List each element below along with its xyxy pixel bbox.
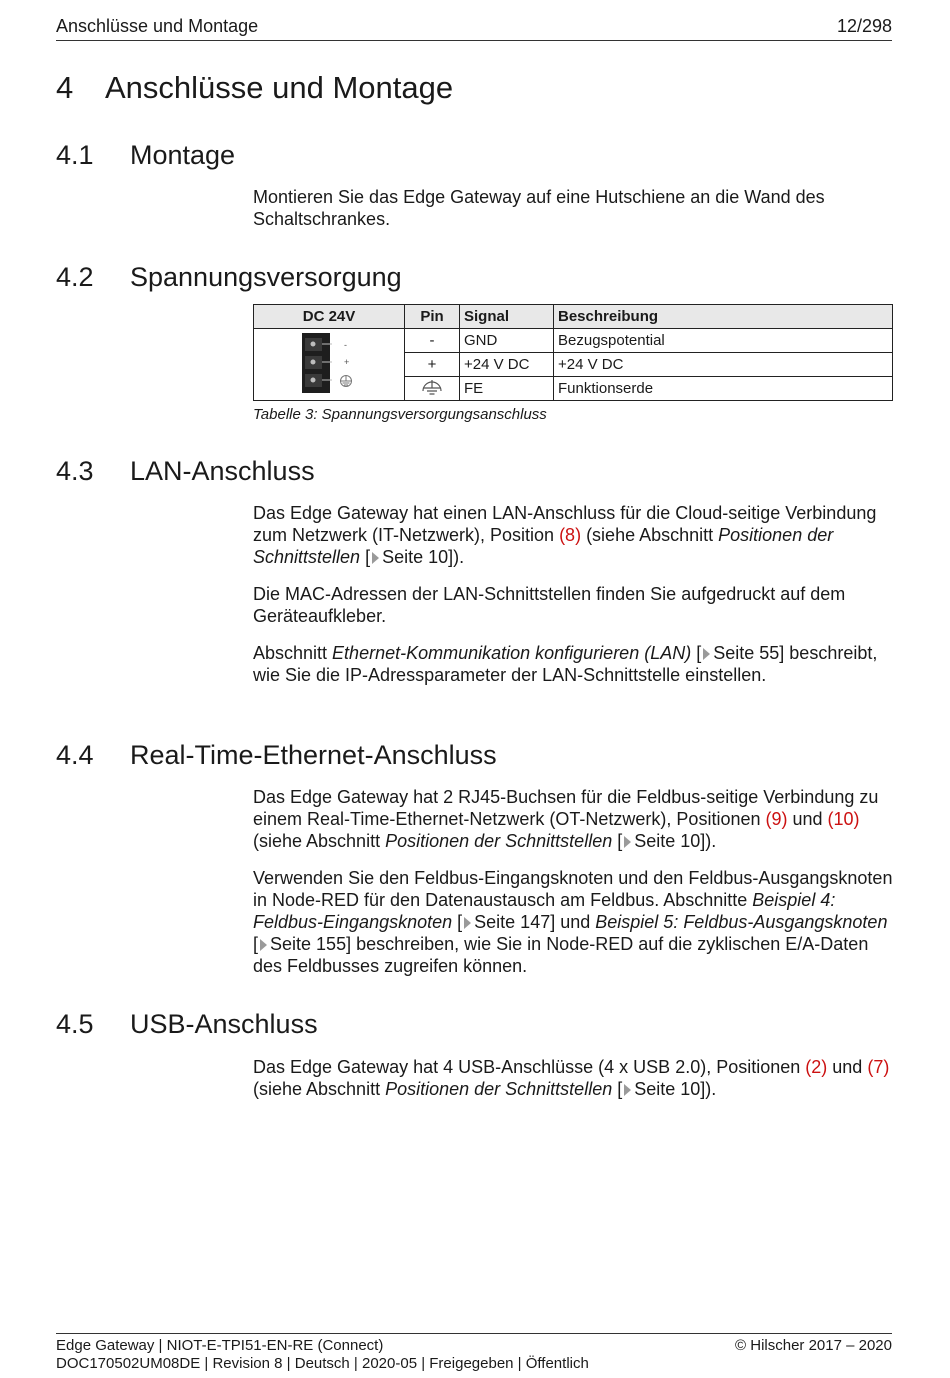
link-arrow-icon <box>464 917 471 929</box>
table-header-row <box>254 305 893 329</box>
section-heading-4-5 <box>56 1009 318 1040</box>
page-link[interactable]: Seite 155 <box>270 934 347 954</box>
pin-cell: + <box>405 353 460 377</box>
header-pin: Pin <box>405 305 460 329</box>
page-link[interactable]: Seite 10 <box>382 547 449 567</box>
section-number: 4.2 <box>56 262 94 292</box>
section-title: Montage <box>130 140 236 170</box>
section-4-3-body <box>253 502 895 701</box>
chapter-number: 4 <box>56 70 74 105</box>
table-row <box>254 329 893 353</box>
svg-text:-: - <box>344 339 347 350</box>
section-link[interactable]: Positionen der Schnittstellen <box>253 525 834 567</box>
section-title: Real-Time-Ethernet-Anschluss <box>130 740 497 770</box>
signal-cell: +24 V DC <box>460 353 554 377</box>
section-4-4-body <box>253 786 895 992</box>
connector-image-cell <box>254 329 405 401</box>
protective-earth-icon <box>421 379 443 395</box>
section-4-1-body <box>253 186 895 245</box>
section-heading-4-1 <box>56 140 235 171</box>
section-number: 4.5 <box>56 1009 94 1039</box>
section-title: Spannungsversorgung <box>130 262 402 292</box>
header-signal: Signal <box>460 305 554 329</box>
page-number: 12/298 <box>836 16 892 36</box>
section-4-5-body <box>253 1056 895 1115</box>
link-arrow-icon <box>624 1084 631 1096</box>
chapter-title: Anschlüsse und Montage <box>105 70 454 105</box>
section-title: LAN-Anschluss <box>130 456 315 486</box>
paragraph: Abschnitt Ethernet-Kommunikation konfigurieren (LAN) [ Seite 55] beschreibt, wie Sie die IP-Adressparameter der LAN-Schnittstelle einstellen. <box>253 643 878 685</box>
position-reference[interactable]: (2) <box>805 1057 828 1077</box>
footer-copyright: © Hilscher 2017 – 2020 <box>735 1337 892 1354</box>
link-arrow-icon <box>372 552 379 564</box>
section-link[interactable]: Ethernet-Kommunikation konfigurieren (LAN) <box>332 643 692 663</box>
signal-cell: FE <box>460 377 554 401</box>
footer-product: Edge Gateway | NIOT-E-TPI51-EN-RE (Connect) <box>56 1337 384 1354</box>
position-reference[interactable]: (10) <box>827 809 860 829</box>
paragraph: Das Edge Gateway hat 4 USB-Anschlüsse (4 x USB 2.0), Positionen (2) und (7) (siehe Abschnitt Positionen der Schnittstellen [ Seite 10]). <box>253 1057 890 1099</box>
position-reference[interactable]: (7) <box>867 1057 890 1077</box>
paragraph: Montieren Sie das Edge Gateway auf eine Hutschiene an die Wand des Schaltschrankes. <box>253 187 825 229</box>
header-description: Beschreibung <box>554 305 893 329</box>
section-heading-4-4 <box>56 740 497 771</box>
paragraph: Das Edge Gateway hat einen LAN-Anschluss für die Cloud-seitige Verbindung zum Netzwerk (IT-Netzwerk), Position (8) (siehe Abschnitt Positionen der Schnittstellen [ Seite 10]). <box>253 503 877 567</box>
section-number: 4.1 <box>56 140 94 170</box>
signal-cell: GND <box>460 329 554 353</box>
page-link[interactable]: Seite 55 <box>713 643 780 663</box>
header-rule <box>56 40 892 41</box>
svg-text:+: + <box>344 356 350 367</box>
section-number: 4.3 <box>56 456 94 486</box>
running-header-title: Anschlüsse und Montage <box>56 16 259 36</box>
link-arrow-icon <box>260 939 267 951</box>
page-link[interactable]: Seite 10 <box>634 1079 701 1099</box>
section-link[interactable]: Positionen der Schnittstellen <box>385 831 613 851</box>
paragraph: Das Edge Gateway hat 2 RJ45-Buchsen für die Feldbus-seitige Verbindung zu einem Real-Time-Ethernet-Netzwerk (OT-Netzwerk), Positionen (9) und (10) (siehe Abschnitt Positionen der Schnittstellen [ Seite 10]). <box>253 787 879 851</box>
section-title: USB-Anschluss <box>130 1009 318 1039</box>
footer-rule <box>56 1333 892 1334</box>
section-link[interactable]: Beispiel 4: Feldbus-Eingangsknoten <box>253 890 836 932</box>
pin-cell: - <box>405 329 460 353</box>
pin-cell <box>405 377 460 401</box>
link-arrow-icon <box>624 836 631 848</box>
section-number: 4.4 <box>56 740 94 770</box>
connector-icon <box>294 330 364 396</box>
footer-document-info: DOC170502UM08DE | Revision 8 | Deutsch | 2020-05 | Freigegeben | Öffentlich <box>56 1355 589 1372</box>
description-cell: Funktionserde <box>554 377 893 401</box>
section-heading-4-2 <box>56 262 402 293</box>
paragraph: Verwenden Sie den Feldbus-Eingangsknoten und den Feldbus-Ausgangsknoten in Node-RED für den Datenaustausch am Feldbus. Abschnitte Beispiel 4: Feldbus-Eingangsknoten [ Seite 147] und Beispiel 5: Feldbus-Ausgangsknoten [ Seite 155] beschreiben, wie Sie in Node-RED auf die zyklischen E/A-Daten des Feldbusses zugreifen können. <box>253 868 893 976</box>
link-arrow-icon <box>703 648 710 660</box>
description-cell: +24 V DC <box>554 353 893 377</box>
paragraph: Die MAC-Adressen der LAN-Schnittstellen finden Sie aufgedruckt auf dem Geräteaufkleber. <box>253 584 846 626</box>
section-link[interactable]: Positionen der Schnittstellen <box>385 1079 613 1099</box>
header-dc24v: DC 24V <box>254 305 405 329</box>
position-reference[interactable]: (8) <box>559 525 582 545</box>
position-reference[interactable]: (9) <box>765 809 788 829</box>
chapter-heading <box>56 70 453 106</box>
page-link[interactable]: Seite 147 <box>474 912 551 932</box>
description-cell: Bezugspotential <box>554 329 893 353</box>
section-link[interactable]: Beispiel 5: Feldbus-Ausgangsknoten <box>595 912 888 932</box>
page-link[interactable]: Seite 10 <box>634 831 701 851</box>
power-supply-table <box>253 304 893 401</box>
table-caption: Tabelle 3: Spannungsversorgungsanschluss <box>253 406 547 423</box>
section-heading-4-3 <box>56 456 315 487</box>
